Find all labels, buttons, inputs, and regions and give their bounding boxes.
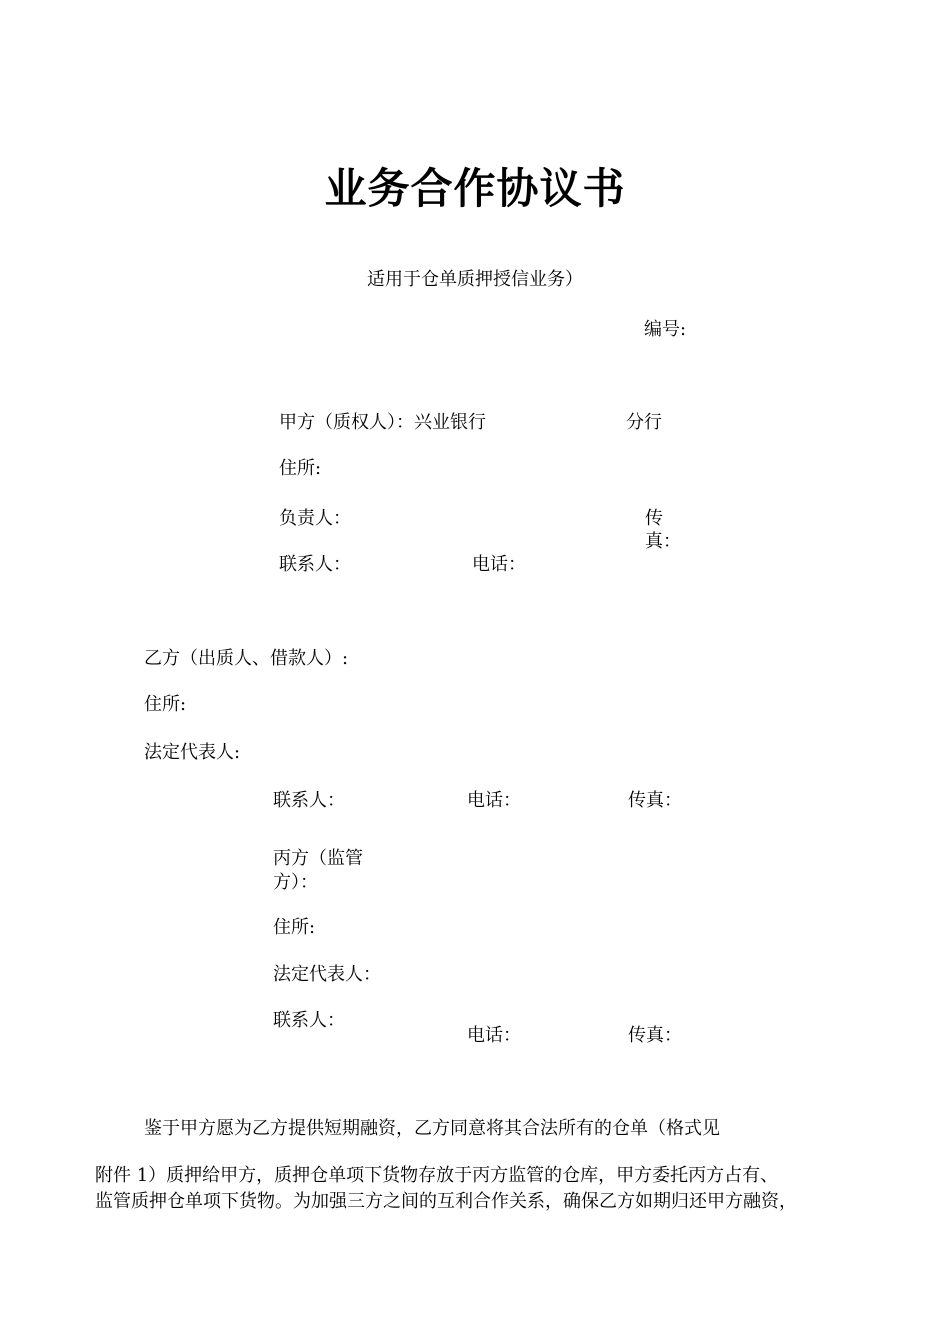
party-a-fax: 传真： [645, 508, 681, 552]
party-b-fax: 传真： [628, 790, 682, 811]
document-subtitle: 适用于仓单质押授信业务） [367, 269, 583, 290]
party-c-fax: 传真： [628, 1025, 682, 1046]
party-a-role: 甲方（质权人）：兴业银行 [279, 412, 486, 433]
party-a-head: 负责人： [279, 508, 351, 529]
party-c-phone: 电话： [467, 1025, 521, 1046]
preamble-line-3: 监管质押仓单项下货物。为加强三方之间的互利合作关系，确保乙方如期归还甲方融资， [95, 1191, 797, 1212]
preamble-line-1: 鉴于甲方愿为乙方提供短期融资，乙方同意将其合法所有的仓单（格式见 [144, 1118, 720, 1139]
party-c-role: 丙方（监管方）： [273, 848, 363, 893]
party-b-contact: 联系人： [273, 790, 345, 811]
party-a-branch: 分行 [626, 412, 662, 433]
party-b-legal-rep: 法定代表人: [144, 742, 241, 763]
document-number-label: 编号: [644, 319, 687, 340]
document-title: 业务合作协议书 [324, 164, 626, 213]
party-a-phone: 电话： [472, 554, 526, 575]
party-b-address: 住所: [144, 694, 187, 715]
party-c-address: 住所: [273, 917, 316, 938]
preamble-line-2: 附件 1）质押给甲方，质押仓单项下货物存放于丙方监管的仓库，甲方委托丙方占有、 [95, 1165, 779, 1186]
party-b-phone: 电话： [467, 790, 521, 811]
party-c-legal-rep: 法定代表人： [273, 964, 381, 985]
party-a-address: 住所: [279, 458, 322, 479]
party-c-contact: 联系人： [273, 1010, 345, 1031]
party-a-contact: 联系人： [279, 554, 351, 575]
party-b-role: 乙方（出质人、借款人）: [144, 648, 349, 669]
